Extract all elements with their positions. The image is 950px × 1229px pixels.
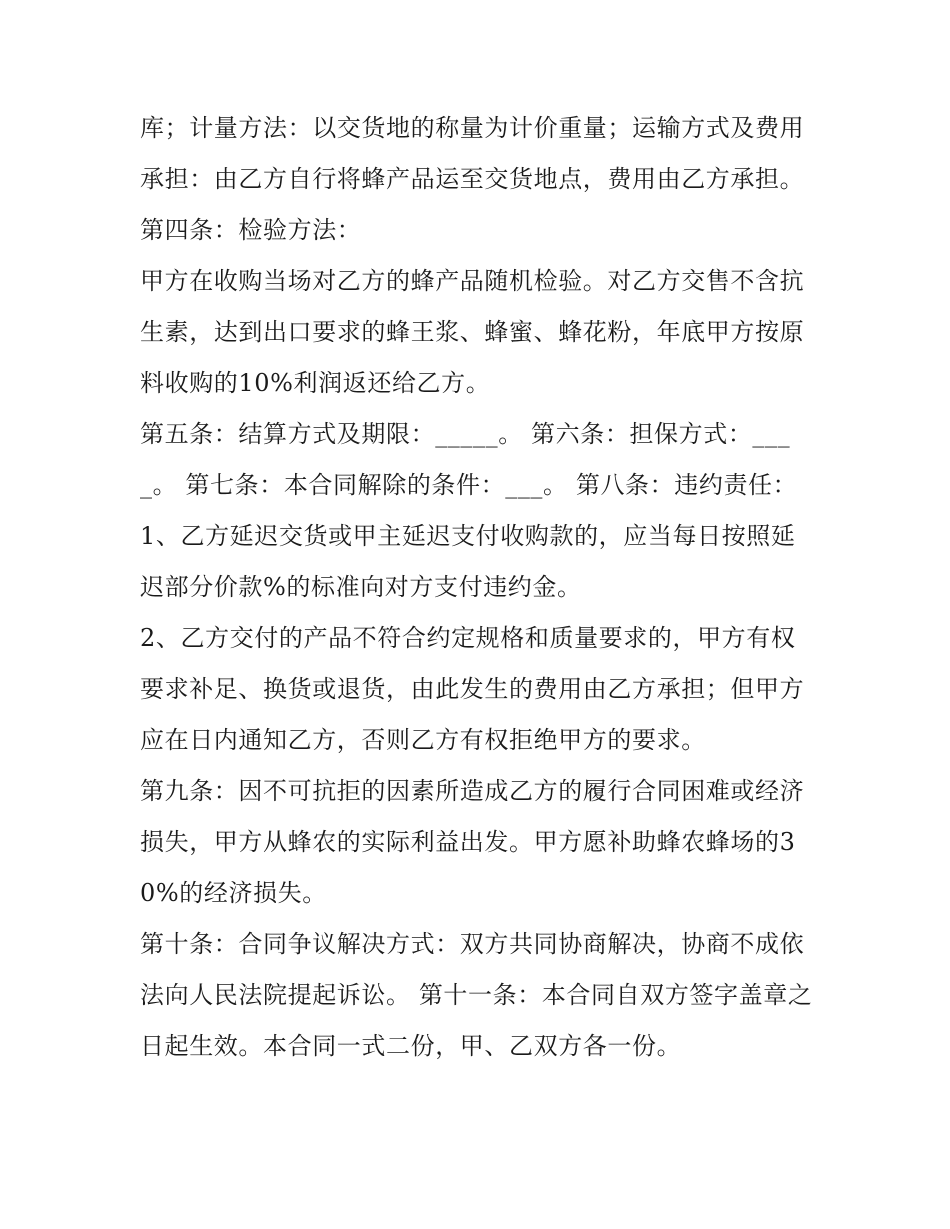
paragraph-inspection-method: 甲方在收购当场对乙方的蜂产品随机检验。对乙方交售不含抗生素，达到出口要求的蜂王浆、蜂蜜、蜂花粉，年底甲方按原料收购的10%利润返还给乙方。 [140, 267, 805, 397]
paragraph-articles-5-to-8: 第五条：结算方式及期限：_____。 第六条：担保方式：____。 第七条：本合同解除的条件：___。 第八条：违约责任： [140, 420, 798, 499]
paragraph-article-4-heading: 第四条：检验方法： [140, 216, 362, 244]
paragraph-transport-terms: 库；计量方法：以交货地的称量为计价重量；运输方式及费用承担：由乙方自行将蜂产品运至交货地点，费用由乙方承担。 [140, 114, 805, 193]
paragraph-breach-clause-1: 1、乙方延迟交货或甲主延迟支付收购款的，应当每日按照延迟部分价款%的标准向对方支付违约金。 [140, 522, 796, 601]
paragraph-breach-clause-2: 2、乙方交付的产品不符合约定规格和质量要求的，甲方有权要求补足、换货或退货，由此发生的费用由乙方承担；但甲方应在日内通知乙方，否则乙方有权拒绝甲方的要求。 [140, 624, 805, 754]
paragraph-articles-10-11: 第十条：合同争议解决方式：双方共同协商解决，协商不成依法向人民法院提起诉讼。 第十一条：本合同自双方签字盖章之日起生效。本合同一式二份，甲、乙双方各一份。 [140, 930, 813, 1060]
document-body [140, 103, 820, 1072]
paragraph-article-9: 第九条：因不可抗拒的因素所造成乙方的履行合同困难或经济损失，甲方从蜂农的实际利益出发。甲方愿补助蜂农蜂场的30%的经济损失。 [140, 777, 805, 907]
